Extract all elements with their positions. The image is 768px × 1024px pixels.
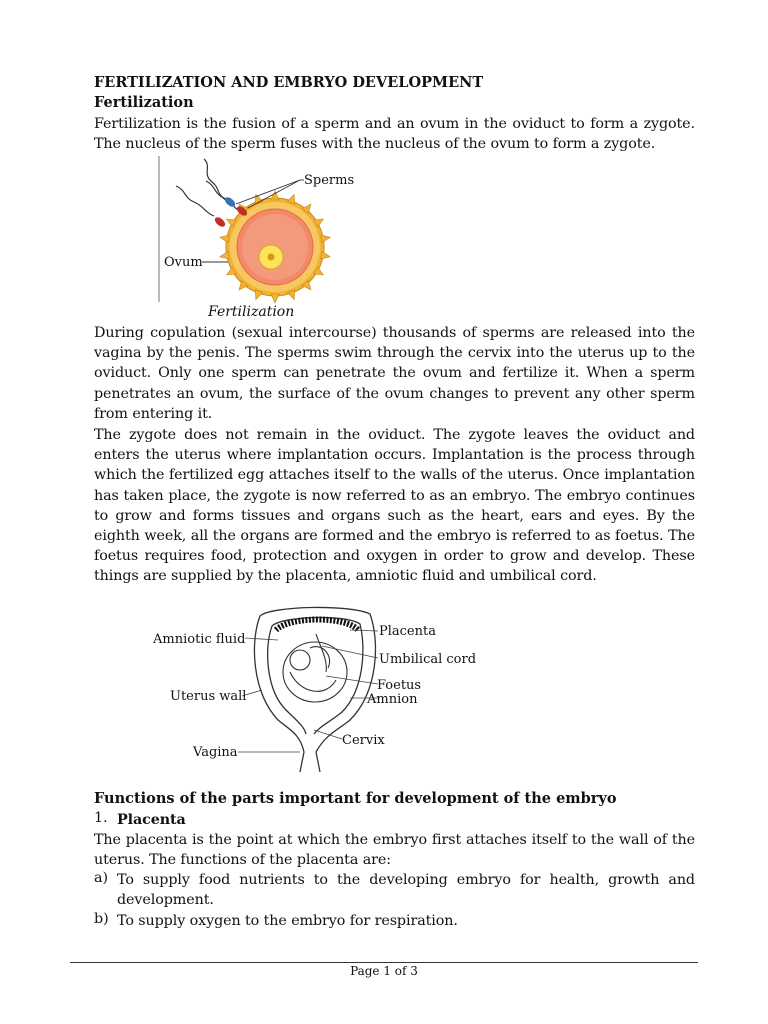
umbilical-cord-label: Umbilical cord xyxy=(379,652,477,667)
item-number: 1. xyxy=(94,810,108,826)
sperms-label: Sperms xyxy=(304,173,355,188)
amnion-label: Amnion xyxy=(367,692,418,707)
paragraph-placenta: The placenta is the point at which the embryo first attaches itself to the wall of the uterus. The functions of the placenta are: xyxy=(94,832,695,869)
foetus-label: Foetus xyxy=(377,678,422,693)
section-heading-fertilization: Fertilization xyxy=(94,94,194,111)
functions-heading: Functions of the parts important for development of the embryo xyxy=(94,790,617,807)
paragraph-zygote: The zygote does not remain in the oviduct. The zygote leaves the oviduct and enters the uterus where implantation occurs. Implantation is the process through which the fertilized egg attaches itself to the walls of the uterus. Once implantation has taken place, the zygote is now referred to as an embryo. The embryo continues to grow and forms tissues and organs such as the heart, ears and eyes. By the eighth week, all the organs are formed and the embryo is referred to as foetus. The foetus requires food, protection and oxygen in order to grow and develop. These things are supplied by the placenta, amniotic fluid and umbilical cord. xyxy=(94,427,695,585)
paragraph-copulation: During copulation (sexual intercourse) thousands of sperms are released into the vagina by the penis. The sperms swim through the cervix into the uterus up to the oviduct. Only one sperm can penetrate the ovum and fertilize it. When a sperm penetrates an ovum, the surface of the ovum changes to prevent any other sperm from entering it. xyxy=(94,325,695,422)
fertilization-figure xyxy=(158,154,358,304)
document-title: FERTILIZATION AND EMBRYO DEVELOPMENT xyxy=(94,74,484,91)
cervix-label: Cervix xyxy=(342,733,385,748)
vagina-label: Vagina xyxy=(193,745,238,760)
footer-divider xyxy=(70,962,698,963)
placenta-label: Placenta xyxy=(379,624,436,639)
item-title-placenta: Placenta xyxy=(117,812,186,828)
ovum-label: Ovum xyxy=(164,255,203,270)
uterus-wall-label: Uterus wall xyxy=(170,689,247,704)
uterus-foetus-figure xyxy=(150,602,480,774)
list-item-a: To supply food nutrients to the developing embryo for health, growth and development. xyxy=(117,872,695,909)
paragraph-intro: Fertilization is the fusion of a sperm and an ovum in the oviduct to form a zygote. The nucleus of the sperm fuses with the nucleus of the ovum to form a zygote. xyxy=(94,116,695,153)
figure-caption-fertilization: Fertilization xyxy=(208,304,295,320)
amniotic-fluid-label: Amniotic fluid xyxy=(153,632,246,647)
list-item-b: To supply oxygen to the embryo for respiration. xyxy=(117,913,458,929)
list-label-a: a) xyxy=(94,870,109,886)
list-label-b: b) xyxy=(94,911,109,927)
page-number: Page 1 of 3 xyxy=(350,964,418,978)
